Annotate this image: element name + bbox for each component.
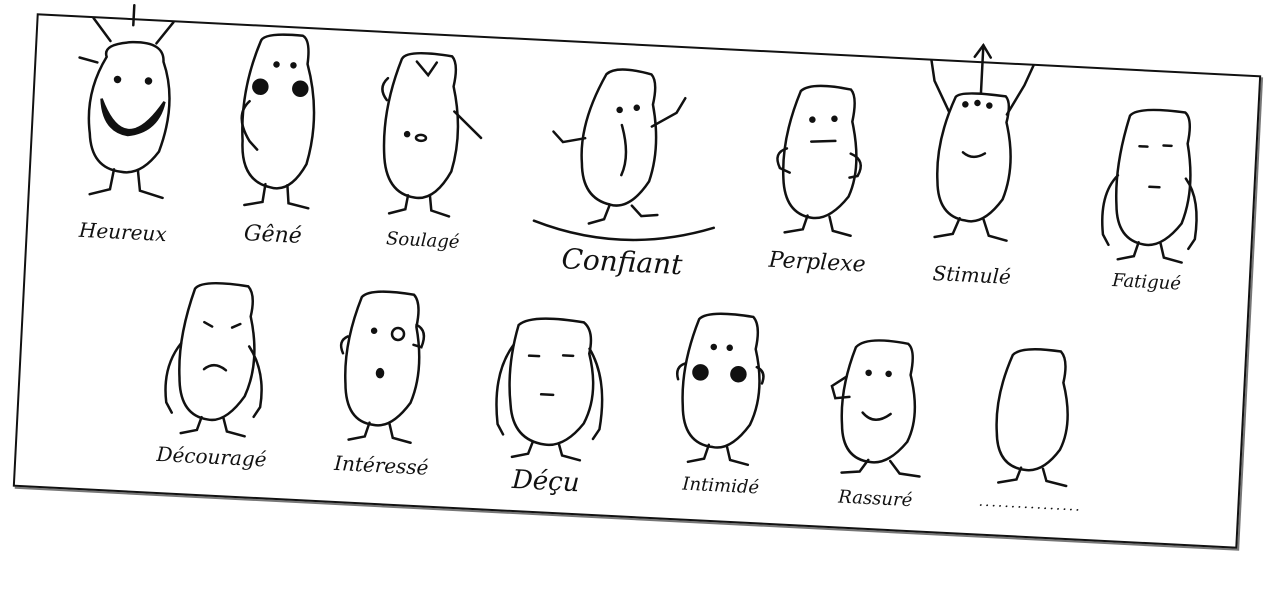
label-perplexe: Perplexe [768, 247, 867, 278]
character-gene [217, 20, 338, 250]
character-heureux [57, 0, 199, 247]
label-interesse: Intéressé [333, 450, 430, 480]
fatigue-figure-icon [1077, 93, 1226, 275]
label-decourage: Découragé [155, 441, 268, 472]
character-confiant [521, 50, 732, 283]
decu-figure-icon [472, 303, 630, 470]
label-gene: Gêné [243, 221, 303, 249]
character-decourage [136, 271, 296, 472]
character-intimide [655, 302, 794, 499]
character-fatigue [1071, 93, 1231, 296]
emotions-sheet [13, 13, 1261, 548]
label-stimule: Stimulé [932, 260, 1012, 289]
label-soulage: Soulagé [385, 228, 460, 253]
character-blank [960, 333, 1109, 516]
intimide-figure-icon [661, 303, 789, 479]
decourage-figure-icon [142, 271, 290, 448]
character-rassure [805, 325, 954, 513]
character-interesse [316, 280, 456, 480]
rassure-figure-icon [811, 325, 949, 491]
character-perplexe [752, 67, 892, 278]
soulage-figure-icon [358, 37, 497, 233]
label-blank: ................ [978, 493, 1083, 515]
stimule-figure-icon [907, 40, 1048, 266]
perplexe-figure-icon [758, 67, 887, 253]
label-confiant: Confiant [560, 242, 684, 282]
confiant-figure-icon [528, 51, 727, 250]
character-decu [465, 303, 634, 501]
character-soulage [352, 37, 502, 255]
heureux-figure-icon [64, 0, 195, 223]
label-fatigue: Fatigué [1111, 270, 1182, 295]
label-heureux: Heureux [78, 217, 168, 247]
label-decu: Déçu [511, 464, 581, 499]
blank-figure-icon [966, 333, 1104, 499]
label-rassure: Rassuré [837, 486, 913, 512]
label-intimide: Intimidé [681, 473, 760, 499]
interesse-figure-icon [322, 280, 450, 456]
gene-figure-icon [224, 20, 334, 225]
character-stimule [901, 40, 1053, 291]
